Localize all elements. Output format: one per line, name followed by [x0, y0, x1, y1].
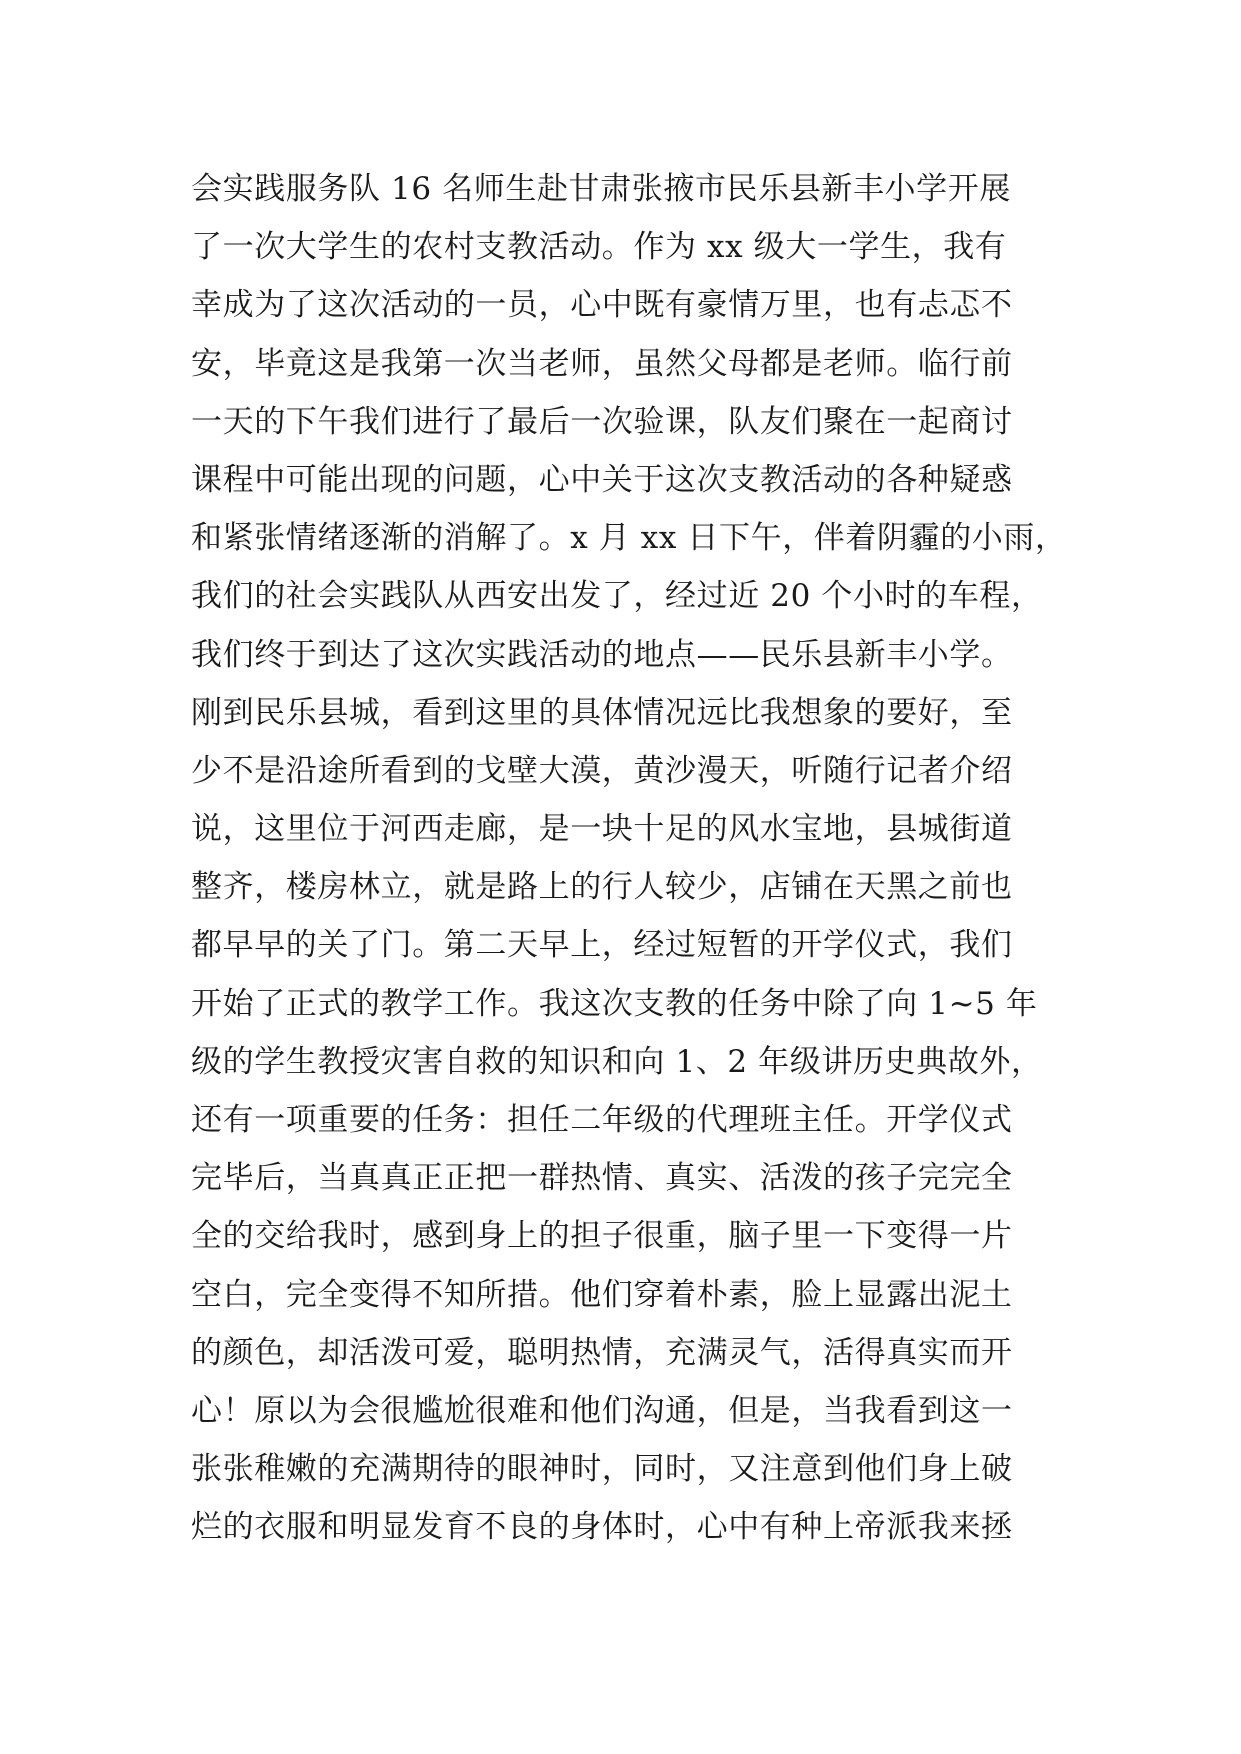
- text-line: 少不是沿途所看到的戈壁大漠，黄沙漫天，听随行记者介绍: [191, 752, 1013, 789]
- text-line: 整齐，楼房林立，就是路上的行人较少，店铺在天黑之前也: [191, 869, 1013, 906]
- text-line: 和紧张情绪逐渐的消解了。x 月 xx 日下午，伴着阴霾的小雨，: [191, 520, 1067, 557]
- text-line: 完毕后，当真真正正把一群热情、真实、活泼的孩子完完全: [191, 1160, 1013, 1197]
- text-line: 安，毕竟这是我第一次当老师，虽然父母都是老师。临行前: [191, 345, 1013, 382]
- text-line: 了一次大学生的农村支教活动。作为 xx 级大一学生，我有: [191, 229, 1007, 266]
- text-line: 幸成为了这次活动的一员，心中既有豪情万里，也有忐忑不: [191, 287, 1013, 324]
- text-line: 空白，完全变得不知所措。他们穿着朴素，脸上显露出泥土: [191, 1276, 1013, 1313]
- text-line: 都早早的关了门。第二天早上，经过短暂的开学仪式，我们: [191, 927, 1013, 964]
- text-line: 烂的衣服和明显发育不良的身体时，心中有种上帝派我来拯: [191, 1509, 1013, 1546]
- text-line: 会实践服务队 16 名师生赴甘肃张掖市民乐县新丰小学开展: [191, 171, 1011, 207]
- text-line: 刚到民乐县城，看到这里的具体情况远比我想象的要好，至: [191, 694, 1013, 731]
- text-line: 一天的下午我们进行了最后一次验课，队友们聚在一起商讨: [191, 403, 1013, 440]
- text-line: 的颜色，却活泼可爱，聪明热情，充满灵气，活得真实而开: [191, 1334, 1013, 1371]
- text-line: 我们的社会实践队从西安出发了，经过近 20 个小时的车程，: [191, 578, 1043, 615]
- text-line: 我们终于到达了这次实践活动的地点——民乐县新丰小学。: [191, 636, 1013, 673]
- text-line: 开始了正式的教学工作。我这次支教的任务中除了向 1~5 年: [191, 985, 1038, 1022]
- text-line: 说，这里位于河西走廊，是一块十足的风水宝地，县城街道: [191, 811, 1013, 848]
- text-line: 心！原以为会很尴尬很难和他们沟通，但是，当我看到这一: [191, 1392, 1013, 1429]
- text-line: 张张稚嫩的充满期待的眼神时，同时，又注意到他们身上破: [191, 1451, 1013, 1488]
- text-line: 全的交给我时，感到身上的担子很重，脑子里一下变得一片: [191, 1218, 1013, 1255]
- text-line: 级的学生教授灾害自救的知识和向 1、2 年级讲历史典故外，: [191, 1043, 1043, 1080]
- text-line: 还有一项重要的任务：担任二年级的代理班主任。开学仪式: [191, 1102, 1013, 1138]
- text-line: 课程中可能出现的问题，心中关于这次支教活动的各种疑惑: [191, 461, 1013, 498]
- body-text: [191, 160, 1071, 1557]
